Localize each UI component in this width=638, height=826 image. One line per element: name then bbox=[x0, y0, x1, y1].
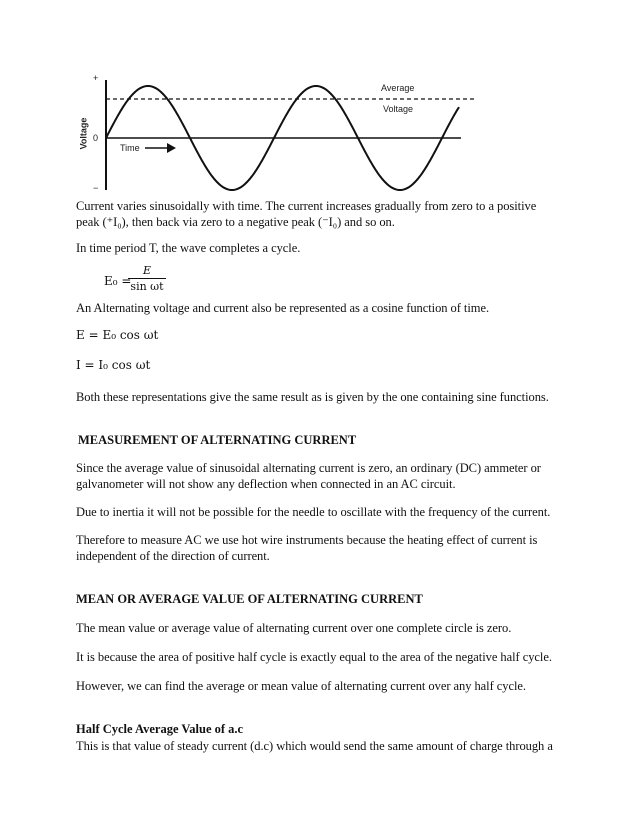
average-label-line1: Average bbox=[381, 83, 415, 93]
equation-e0-denominator: sin ωt bbox=[130, 280, 164, 293]
paragraph-average-zero-2: galvanometer will not show any deflection when connected in an AC circuit. bbox=[76, 477, 456, 491]
equation-i-cos: I = I₀ cos ωt bbox=[76, 358, 151, 372]
average-label-line2: Voltage bbox=[383, 104, 414, 114]
paragraph-cosine: An Alternating voltage and current also be represented as a cosine function of time. bbox=[76, 301, 490, 315]
paragraph-half-cycle-average: However, we can find the average or mean value of alternating current over any half cycle. bbox=[76, 679, 526, 693]
heading-half-cycle: Half Cycle Average Value of a.c bbox=[76, 722, 244, 736]
paragraph-average-zero-1: Since the average value of sinusoidal alternating current is zero, an ordinary (DC) ammeter or bbox=[76, 461, 541, 475]
paragraph-current-varies-1: Current varies sinusoidally with time. The current increases gradually from zero to a positive bbox=[76, 199, 537, 213]
equation-e-cos: E = E₀ cos ωt bbox=[76, 328, 159, 342]
heading-mean-average: MEAN OR AVERAGE VALUE OF ALTERNATING CURRENT bbox=[76, 592, 423, 606]
equation-e0-lhs: E₀ = bbox=[104, 274, 132, 288]
sine-wave-figure bbox=[76, 72, 486, 197]
sine-wave-diagram bbox=[76, 72, 486, 197]
paragraph-hot-wire-2: independent of the direction of current. bbox=[76, 549, 270, 563]
plus-label: + bbox=[93, 73, 99, 83]
paragraph-mean-zero: The mean value or average value of alternating current over one complete circle is zero. bbox=[76, 621, 512, 635]
paragraph-representations: Both these representations give the same result as is given by the one containing sine functions. bbox=[76, 390, 549, 404]
x-axis-label: Time bbox=[120, 143, 140, 153]
heading-measurement: MEASUREMENT OF ALTERNATING CURRENT bbox=[78, 433, 357, 447]
paragraph-steady-current: This is that value of steady current (d.c) which would send the same amount of charge through a bbox=[76, 739, 553, 753]
minus-label: − bbox=[93, 183, 99, 193]
zero-label: 0 bbox=[93, 133, 99, 143]
paragraph-inertia: Due to inertia it will not be possible for the needle to oscillate with the frequency of the current. bbox=[76, 505, 551, 519]
equation-e0-fraction bbox=[128, 264, 166, 293]
paragraph-half-cycle-area: It is because the area of positive half cycle is exactly equal to the area of the negative half cycle. bbox=[76, 650, 552, 664]
fraction-bar bbox=[128, 278, 166, 279]
paragraph-hot-wire-1: Therefore to measure AC we use hot wire instruments because the heating effect of current is bbox=[76, 533, 538, 547]
paragraph-time-period: In time period T, the wave completes a cycle. bbox=[76, 241, 301, 255]
paragraph-current-varies-2: peak (⁺I₀), then back via zero to a negative peak (⁻I₀) and so on. bbox=[76, 215, 395, 229]
equation-e0-numerator: E bbox=[142, 264, 152, 277]
y-axis-label: Voltage bbox=[78, 117, 89, 150]
time-arrow-head bbox=[167, 143, 176, 153]
